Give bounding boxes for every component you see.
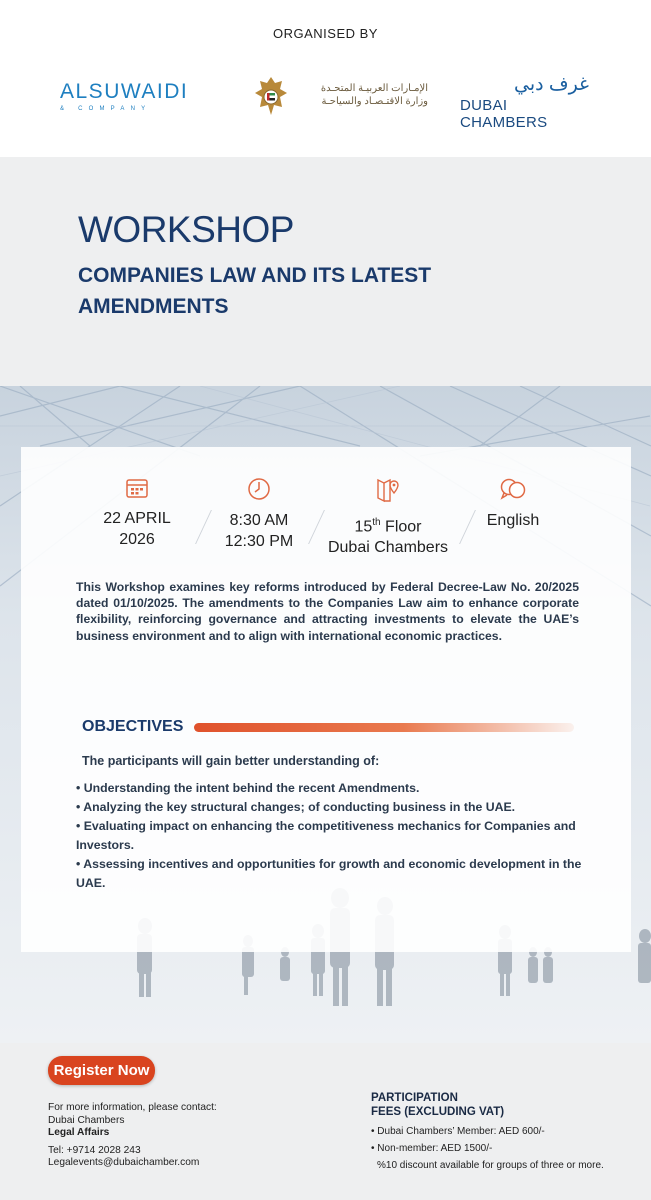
objectives-heading: OBJECTIVES: [82, 718, 184, 735]
language-info: [478, 477, 548, 531]
clock-icon: [247, 477, 271, 501]
event-type-title: WORKSHOP: [78, 209, 294, 250]
contact-department: Legal Affairs: [48, 1127, 110, 1139]
uae-ministry-line2: وزارة الاقتـصـاد والسياحـة: [321, 96, 428, 107]
objective-item: • Assessing incentives and opportunities for growth and economic development in the UAE.: [76, 857, 582, 890]
map-pin-icon: [375, 477, 401, 503]
event-subtitle: COMPANIES LAW AND ITS LATEST AMENDMENTS: [78, 264, 432, 318]
venue-floor-word: Floor: [380, 518, 422, 536]
contact-organization: Dubai Chambers: [48, 1114, 125, 1126]
objective-item: • Analyzing the key structural changes; of conducting business in the UAE.: [76, 800, 516, 814]
venue-floor-number: 15: [354, 518, 373, 536]
organised-by-label: ORGANISED BY: [273, 26, 378, 41]
falcon-emblem-icon: [252, 75, 290, 119]
objectives-accent-bar: [194, 723, 574, 732]
dubai-chambers-logo-english: DUBAI CHAMBERS: [460, 97, 548, 131]
footer: [0, 1043, 651, 1200]
objective-item: • Understanding the intent behind the recent Amendments.: [76, 781, 420, 795]
participation-fees: [371, 1091, 641, 1174]
fee-member: • Dubai Chambers’ Member: AED 600/-: [371, 1126, 545, 1137]
contact-intro: For more information, please contact:: [48, 1102, 217, 1113]
venue-name: Dubai Chambers: [327, 539, 449, 557]
alsuwaidi-logo: [60, 80, 220, 112]
objectives-list: [76, 779, 586, 893]
register-now-button[interactable]: Register Now: [48, 1056, 155, 1085]
alsuwaidi-logo-name: ALSUWAIDI: [60, 80, 189, 103]
calendar-icon: [125, 477, 149, 499]
time-info: [218, 477, 300, 552]
uae-ministry-line1: الإمـارات العربيـة المتحـدة: [320, 83, 428, 94]
objective-item: • Evaluating impact on enhancing the competitiveness mechanics for Companies and Investors.: [76, 819, 576, 852]
fees-heading-line2: FEES (EXCLUDING VAT): [371, 1106, 505, 1118]
header: [0, 0, 651, 157]
date-info: [96, 477, 178, 550]
dubai-chambers-logo-arabic: غرف دبي: [514, 74, 589, 95]
venue-floor: [322, 512, 454, 537]
dubai-chambers-logo: [460, 75, 595, 131]
venue-floor-suffix: th: [372, 517, 381, 528]
alsuwaidi-logo-sub: & COMPANY: [60, 106, 152, 112]
contact-info: [48, 1102, 217, 1170]
speech-bubbles-icon: [499, 477, 527, 501]
date-line2: 2026: [119, 531, 155, 548]
language-value: English: [486, 512, 540, 529]
time-start: 8:30 AM: [229, 512, 289, 529]
contact-phone[interactable]: Tel: +9714 2028 243: [48, 1144, 141, 1156]
date-line1: 22 APRIL: [103, 510, 171, 527]
title-section: [0, 157, 651, 386]
uae-ministry-logo-text: [294, 82, 428, 108]
fee-group-discount: %10 discount available for groups of three or more.: [377, 1160, 604, 1171]
contact-email[interactable]: Legalevents@dubaichamber.com: [48, 1157, 200, 1169]
uae-ministry-logo: [250, 75, 430, 119]
fees-heading-line1: PARTICIPATION: [371, 1092, 458, 1104]
time-end: 12:30 PM: [224, 533, 294, 550]
fee-nonmember: • Non-member: AED 1500/-: [371, 1143, 493, 1154]
venue-info: [322, 477, 454, 558]
workshop-description: This Workshop examines key reforms introduced by Federal Decree-Law No. 20/2025 dated 01/10/2025. The amendments to the Companies Law aim to enhance corporate flexibility, reinforcing governance and attracting investments to elevate the UAE’s business environment and to align with international economic practices.: [76, 580, 579, 643]
objectives-intro: The participants will gain better understanding of:: [82, 754, 380, 768]
